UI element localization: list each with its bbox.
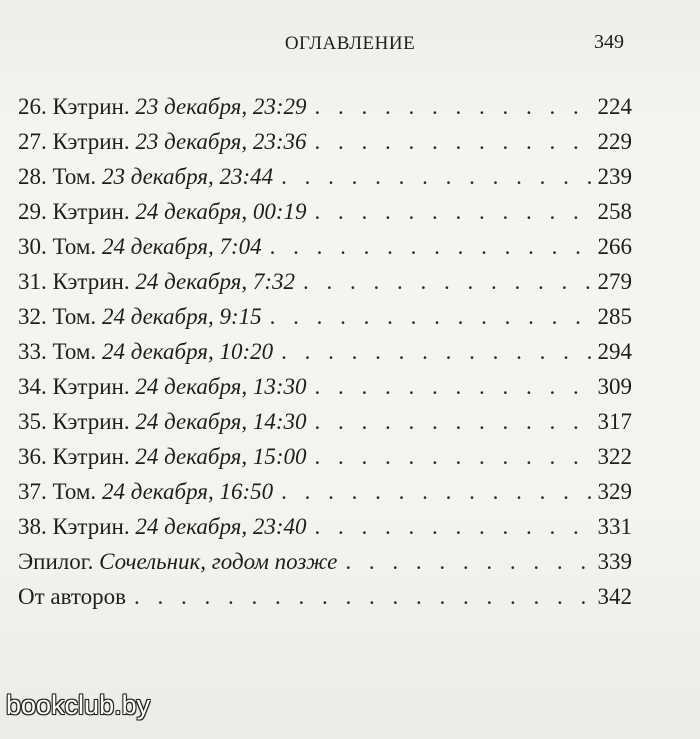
toc-entry-number: 26. [18, 94, 47, 119]
toc-entry-title [18, 164, 273, 190]
toc-entry-subtitle: 24 декабря, 14:30 [135, 409, 307, 434]
toc-entry [18, 444, 632, 479]
toc-entry-name: Кэтрин. [52, 129, 130, 154]
toc-leader-dots [315, 199, 592, 225]
toc-entry-subtitle: 24 декабря, 13:30 [135, 374, 307, 399]
toc-leader-dots [281, 479, 591, 505]
toc-entry-title [18, 409, 307, 435]
toc-entry-title [18, 339, 273, 365]
toc-leader-dots [315, 514, 592, 540]
page-header-title: ОГЛАВЛЕНИЕ [284, 33, 416, 54]
toc-entry-name: Том. [52, 164, 97, 189]
toc-leader-dots [281, 339, 591, 365]
toc-entry-subtitle: 23 декабря, 23:29 [135, 94, 307, 119]
toc-entry-title [18, 304, 262, 330]
table-of-contents [18, 94, 632, 619]
toc-leader-dots [303, 269, 591, 295]
toc-entry-title [18, 444, 307, 470]
toc-entry-name: Кэтрин. [52, 444, 130, 469]
toc-leader-dots [134, 584, 591, 610]
toc-entry-title [18, 549, 337, 575]
toc-entry-title [18, 199, 307, 225]
toc-leader-dots [345, 549, 591, 575]
toc-entry-title [18, 269, 295, 295]
toc-entry-name: Кэтрин. [52, 514, 130, 539]
toc-entry-page: 331 [597, 514, 632, 539]
toc-entry-name: Кэтрин. [52, 374, 130, 399]
toc-leader-dots [270, 304, 592, 330]
toc-entry-page: 342 [597, 584, 632, 609]
toc-entry-page: 309 [597, 374, 632, 399]
toc-leader-dots [270, 234, 592, 260]
toc-entry [18, 164, 632, 199]
toc-entry-number: 31. [18, 269, 47, 294]
toc-entry-number: 30. [18, 234, 47, 259]
toc-entry-page: 224 [597, 94, 632, 119]
toc-entry [18, 514, 632, 549]
toc-entry-number: 37. [18, 479, 47, 504]
toc-entry [18, 269, 632, 304]
toc-entry-number: 36. [18, 444, 47, 469]
toc-entry-page: 329 [597, 479, 632, 504]
toc-entry-name: Том. [52, 304, 97, 329]
toc-entry-number: 38. [18, 514, 47, 539]
toc-entry-number: 34. [18, 374, 47, 399]
toc-entry-title [18, 234, 262, 260]
toc-leader-dots [315, 444, 592, 470]
toc-entry-subtitle: 24 декабря, 9:15 [101, 304, 262, 329]
toc-entry-title [18, 374, 307, 400]
toc-entry-subtitle: 24 декабря, 7:04 [101, 234, 262, 259]
toc-entry [18, 549, 632, 584]
toc-entry-number: 32. [18, 304, 47, 329]
toc-entry-subtitle: 24 декабря, 00:19 [135, 199, 307, 224]
toc-entry-subtitle: Сочельник, годом позже [99, 549, 338, 574]
toc-entry-page: 339 [597, 549, 632, 574]
toc-entry-name: Кэтрин. [52, 269, 130, 294]
toc-entry-name: Кэтрин. [52, 94, 130, 119]
toc-entry-page: 285 [597, 304, 632, 329]
toc-entry-page: 239 [597, 164, 632, 189]
toc-entry [18, 304, 632, 339]
toc-entry-name: Кэтрин. [52, 199, 130, 224]
toc-entry-subtitle: 24 декабря, 16:50 [101, 479, 274, 504]
toc-entry-page: 294 [597, 339, 632, 364]
toc-entry [18, 584, 632, 619]
toc-entry-subtitle: 23 декабря, 23:44 [101, 164, 274, 189]
toc-entry-name: От авторов [18, 584, 127, 609]
toc-leader-dots [281, 164, 591, 190]
toc-entry-name: Кэтрин. [52, 409, 130, 434]
toc-leader-dots [315, 374, 592, 400]
toc-entry-name: Эпилог. [18, 549, 94, 574]
toc-entry-name: Том. [52, 479, 97, 504]
toc-leader-dots [315, 409, 592, 435]
toc-entry-page: 229 [597, 129, 632, 154]
toc-entry-page: 258 [597, 199, 632, 224]
toc-entry [18, 129, 632, 164]
toc-entry-subtitle: 24 декабря, 10:20 [101, 339, 274, 364]
page-number: 349 [594, 31, 624, 53]
toc-entry [18, 94, 632, 129]
toc-entry-title [18, 514, 307, 540]
toc-entry-number: 35. [18, 409, 47, 434]
toc-entry-title [18, 94, 307, 120]
toc-entry-number: 33. [18, 339, 47, 364]
toc-entry-title [18, 129, 307, 155]
toc-entry [18, 199, 632, 234]
watermark: bookclub.by [6, 690, 151, 720]
toc-entry-number: 28. [18, 164, 47, 189]
toc-entry-name: Том. [52, 339, 97, 364]
toc-entry-page: 266 [597, 234, 632, 259]
toc-entry-name: Том. [52, 234, 97, 259]
toc-entry [18, 479, 632, 514]
toc-entry-page: 279 [597, 269, 632, 294]
toc-entry [18, 339, 632, 374]
toc-leader-dots [315, 94, 592, 120]
toc-entry-number: 27. [18, 129, 47, 154]
toc-entry-page: 322 [597, 444, 632, 469]
toc-entry-subtitle: 24 декабря, 15:00 [135, 444, 307, 469]
toc-entry-title [18, 584, 126, 610]
toc-entry-subtitle: 23 декабря, 23:36 [135, 129, 307, 154]
toc-entry-page: 317 [597, 409, 632, 434]
toc-entry [18, 234, 632, 269]
toc-entry-title [18, 479, 273, 505]
toc-leader-dots [315, 129, 592, 155]
toc-entry-subtitle: 24 декабря, 23:40 [135, 514, 307, 539]
toc-entry [18, 374, 632, 409]
toc-entry [18, 409, 632, 444]
toc-entry-number: 29. [18, 199, 47, 224]
toc-entry-subtitle: 24 декабря, 7:32 [135, 269, 296, 294]
